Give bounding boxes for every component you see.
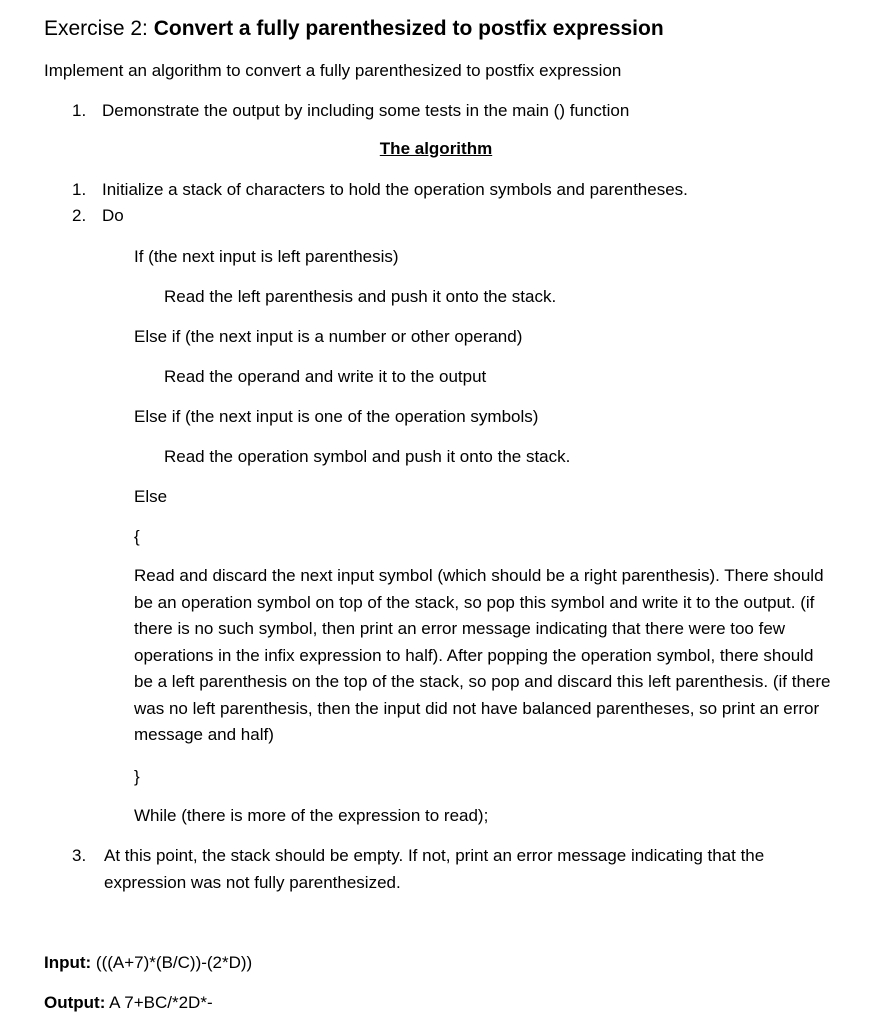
title-bold: Convert a fully parenthesized to postfix expression bbox=[153, 17, 664, 40]
exercise-title bbox=[44, 17, 664, 41]
elseif-operator-action: Read the operation symbol and push it onto the stack. bbox=[164, 447, 571, 466]
step-number: 2. bbox=[72, 206, 87, 225]
task-item-1 bbox=[72, 101, 629, 121]
title-prefix: Exercise 2: bbox=[44, 17, 154, 40]
step-3-text: At this point, the stack should be empty. If not, print an error message indicating that the expression was not fully parenthesized. bbox=[104, 846, 765, 892]
step-3-number: 3. bbox=[72, 846, 87, 865]
step-1 bbox=[72, 180, 688, 200]
if-left-parenthesis: If (the next input is left parenthesis) bbox=[134, 247, 399, 266]
task-item-text: Demonstrate the output by including some tests in the main () function bbox=[102, 101, 630, 120]
input-line bbox=[44, 953, 252, 973]
algorithm-heading: The algorithm bbox=[379, 139, 493, 158]
else-paragraph: Read and discard the next input symbol (which should be a right parenthesis). There should be an operation symbol on top of the stack, so pop this symbol and write it to the output. (if there is no such symbol, then print an error message indicating that there were too few operations in the infix expression to half). After popping the operation symbol, there should be a left parenthesis on the top of the stack, so pop and discard this left parenthesis. (if there was no left parenthesis, then the input did not have balanced parentheses, so print an error message and half) bbox=[134, 566, 831, 744]
intro-text: Implement an algorithm to convert a fully parenthesized to postfix expression bbox=[44, 61, 622, 80]
task-item-number: 1. bbox=[72, 101, 87, 120]
close-brace: } bbox=[134, 767, 140, 786]
open-brace: { bbox=[134, 527, 140, 546]
input-label: Input: bbox=[44, 953, 92, 972]
if-left-action: Read the left parenthesis and push it onto the stack. bbox=[164, 287, 557, 306]
output-label: Output: bbox=[44, 993, 106, 1012]
elseif-operator: Else if (the next input is one of the operation symbols) bbox=[134, 407, 539, 426]
step-number: 1. bbox=[72, 180, 87, 199]
else-label: Else bbox=[134, 487, 168, 506]
elseif-operand: Else if (the next input is a number or other operand) bbox=[134, 327, 523, 346]
output-line bbox=[44, 993, 213, 1013]
input-value: (((A+7)*(B/C))-(2*D)) bbox=[91, 953, 253, 972]
step-2 bbox=[72, 206, 124, 226]
elseif-operand-action: Read the operand and write it to the output bbox=[164, 367, 487, 386]
step-text: Do bbox=[102, 206, 124, 225]
while-condition: While (there is more of the expression to read); bbox=[134, 806, 489, 825]
step-text: Initialize a stack of characters to hold the operation symbols and parentheses. bbox=[102, 180, 688, 199]
output-value: A 7+BC/*2D*- bbox=[105, 993, 213, 1012]
